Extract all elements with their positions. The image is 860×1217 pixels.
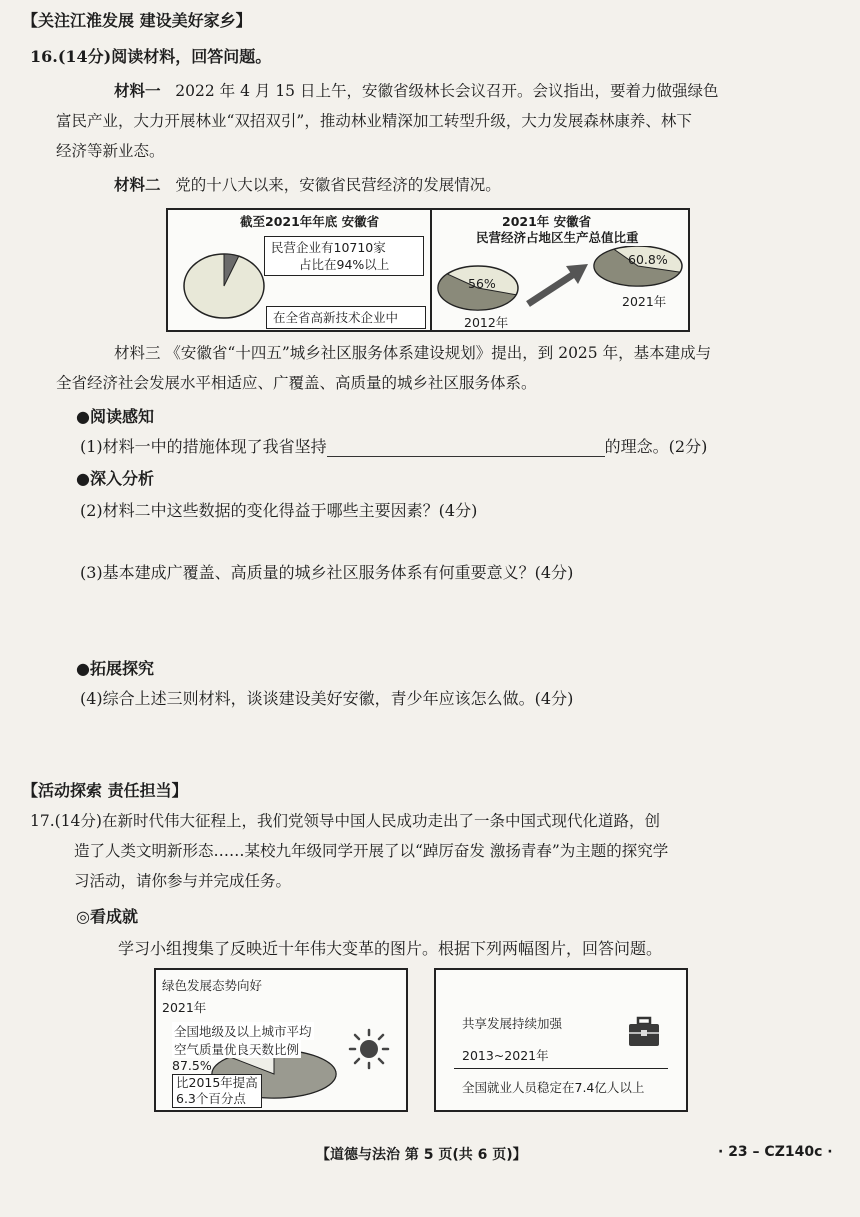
footer-code: · 23 – CZ140c · <box>718 1144 833 1160</box>
share-years: 2013~2021年 <box>462 1048 549 1063</box>
material-1-line3: 经济等新业态。 <box>56 142 165 160</box>
material-2-label: 材料二 <box>114 175 161 194</box>
green-title: 绿色发展态势向好 <box>162 978 263 993</box>
heading-extend: ●拓展探究 <box>76 659 154 678</box>
section-header-1: 【关注江淮发展 建设美好家乡】 <box>22 11 252 30</box>
q16-1-points: 的理念。(2分) <box>604 437 708 456</box>
material-3-line2: 全省经济社会发展水平相适应、广覆盖、高质量的城乡社区服务体系。 <box>56 374 537 392</box>
chart-right-title-2: 民营经济占地区生产总值比重 <box>476 230 639 245</box>
chart-left-title: 截至2021年年底 安徽省 <box>240 214 380 229</box>
green-line2: 空气质量优良天数比例 <box>174 1042 300 1057</box>
chart-left-bottom-label: 在全省高新技术企业中 <box>266 306 426 329</box>
card-shared-development <box>434 968 688 1112</box>
heading-read: ●阅读感知 <box>76 407 154 426</box>
question-16-4: (4)综合上述三则材料，谈谈建设美好安徽，青少年应该怎么做。(4分) <box>80 689 574 708</box>
chart-right-panel <box>432 210 688 330</box>
card-green-development <box>154 968 408 1112</box>
share-text: 全国就业人员稳定在7.4亿人以上 <box>462 1080 645 1095</box>
green-note-1: 比2015年提高 <box>176 1075 258 1090</box>
material-2 <box>114 170 501 200</box>
material-1-line1: 2022 年 4 月 15 日上午，安徽省级林长会议召开。会议指出，要着力做强绿色 <box>175 82 719 100</box>
question-16-title: 16.(14分)阅读材料，回答问题。 <box>30 47 272 66</box>
section-header-2: 【活动探索 责任担当】 <box>22 781 188 800</box>
footer-page: 【道德与法治 第 5 页(共 6 页)】 <box>316 1147 527 1163</box>
q17-line1: 17.(14分)在新时代伟大征程上，我们党领导中国人民成功走出了一条中国式现代化道路，创 <box>30 812 660 830</box>
material-1-label: 材料一 <box>114 81 161 100</box>
chart-left-callout <box>264 236 424 276</box>
question-17 <box>30 806 830 896</box>
green-note <box>172 1074 262 1108</box>
chart-right-title-1: 2021年 安徽省 <box>502 214 592 229</box>
question-16-1 <box>80 434 707 457</box>
green-value: 87.5% <box>172 1058 212 1073</box>
material-3 <box>30 338 820 398</box>
briefcase-icon <box>626 1014 662 1050</box>
chart-left-pie <box>176 240 276 330</box>
label-2012-pct: 56% <box>468 276 496 291</box>
q17-line3: 习活动，请你参与并完成任务。 <box>74 872 292 890</box>
callout-line2: 占比在94%以上 <box>299 257 390 272</box>
callout-line1: 民营企业有10710家 <box>271 240 386 255</box>
growth-arrow <box>528 274 574 304</box>
q17-intro: 学习小组搜集了反映近十年伟大变革的图片。根据下列两幅图片，回答问题。 <box>118 939 663 958</box>
question-16-3: (3)基本建成广覆盖、高质量的城乡社区服务体系有何重要意义？(4分) <box>80 563 574 582</box>
q17-line2: 造了人类文明新形态……某校九年级同学开展了以“踔厉奋发 激扬青春”为主题的探究学 <box>74 842 669 860</box>
q16-1-text: (1)材料一中的措施体现了我省坚持 <box>80 437 327 456</box>
label-2021-year: 2021年 <box>622 294 667 309</box>
material-2-figure <box>166 208 690 332</box>
material-3-line1: 材料三 《安徽省“十四五”城乡社区服务体系建设规划》提出，到 2025 年，基本建成与 <box>114 344 712 362</box>
chart-left-panel <box>168 210 432 330</box>
heading-look: ◎看成就 <box>76 907 138 926</box>
sun-icon <box>346 1026 392 1072</box>
label-2021-pct: 60.8% <box>628 252 668 267</box>
green-line1: 全国地级及以上城市平均 <box>174 1024 312 1039</box>
question-16-2: (2)材料二中这些数据的变化得益于哪些主要因素？(4分) <box>80 501 478 520</box>
green-year: 2021年 <box>162 1000 207 1015</box>
share-divider <box>454 1068 668 1069</box>
label-2012-year: 2012年 <box>464 315 509 330</box>
answer-blank-1[interactable] <box>327 438 605 457</box>
heading-deep: ●深入分析 <box>76 469 154 488</box>
material-2-text: 党的十八大以来，安徽省民营经济的发展情况。 <box>175 176 501 194</box>
material-1-line2: 富民产业，大力开展林业“双招双引”，推动林业精深加工转型升级，大力发展森林康养、林下 <box>56 112 692 130</box>
share-title: 共享发展持续加强 <box>462 1016 563 1031</box>
material-1 <box>30 76 820 166</box>
green-note-2: 6.3个百分点 <box>176 1091 246 1106</box>
